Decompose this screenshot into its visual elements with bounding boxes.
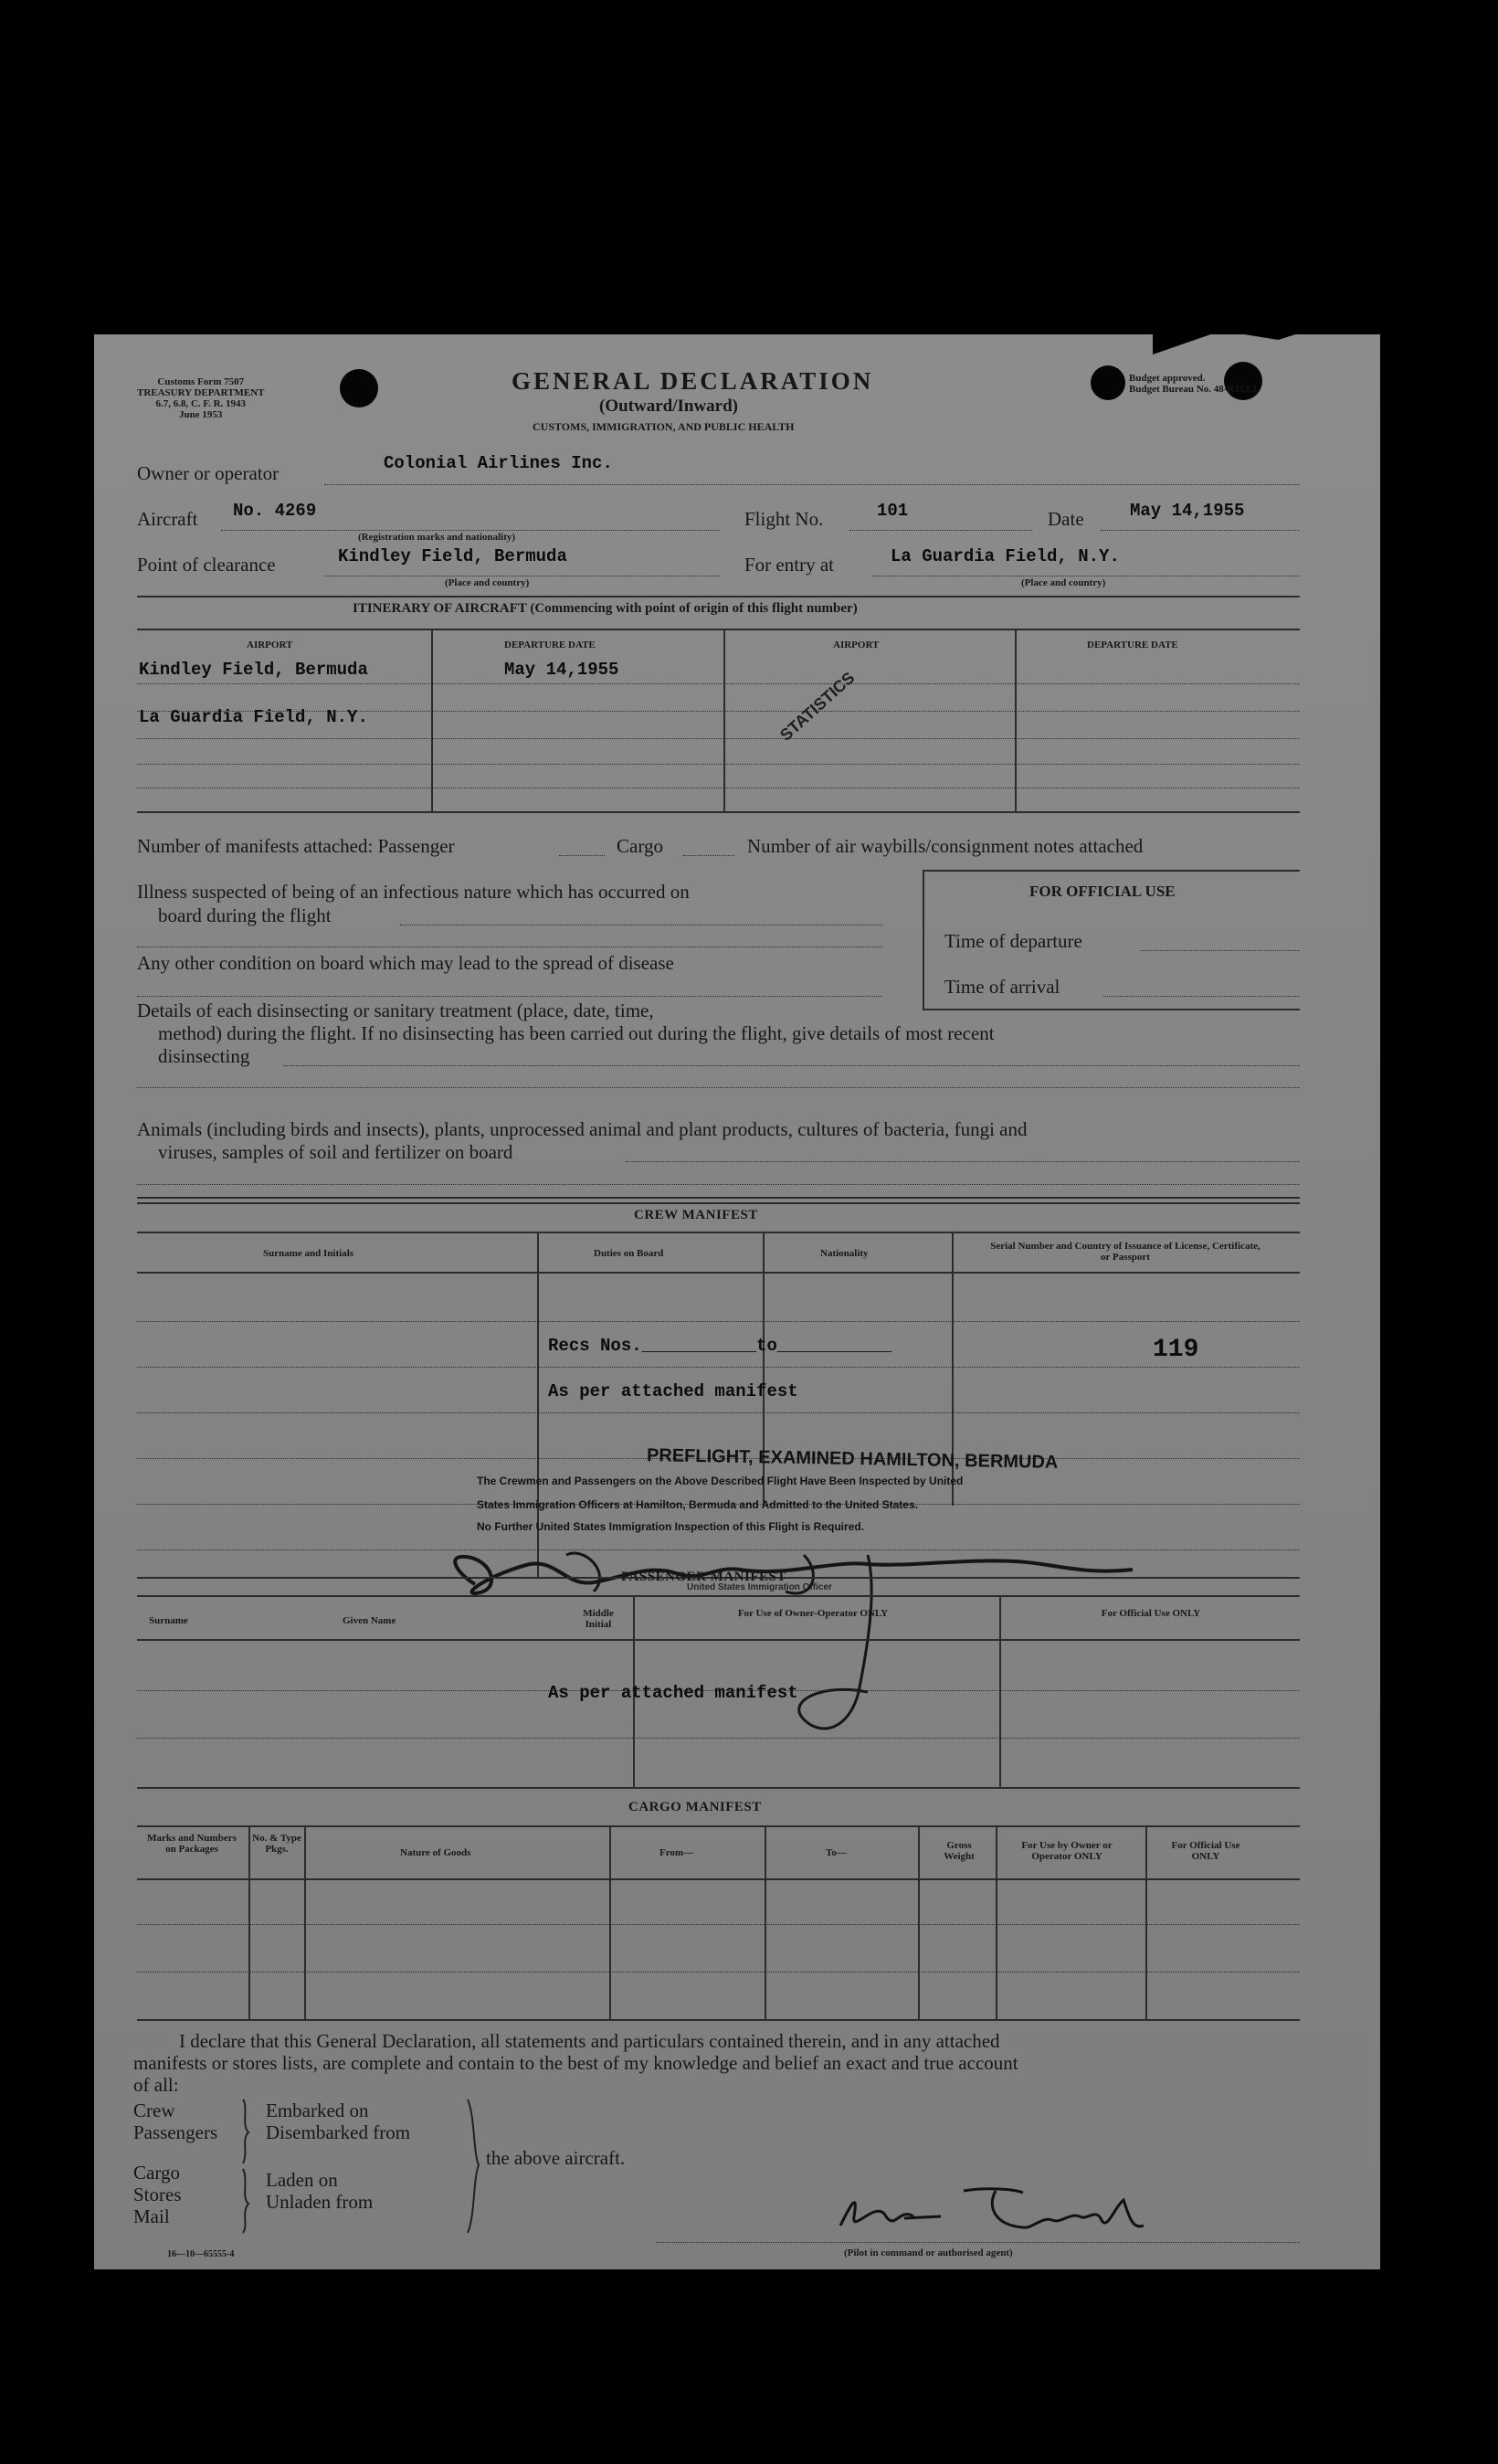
flight-label: Flight No.: [744, 508, 824, 530]
aircraft-value: No. 4269: [233, 501, 317, 521]
itinerary-header-date-1: DEPARTURE DATE: [504, 640, 596, 650]
declaration-line-3: of all:: [133, 2074, 179, 2096]
clearance-label: Point of clearance: [137, 554, 276, 576]
itinerary-header-airport-1: AIRPORT: [247, 640, 293, 650]
bracket-mid-group-1: [266, 2099, 410, 2143]
itinerary-rule-head: [137, 629, 1300, 630]
clearance-caption: (Place and country): [445, 577, 530, 588]
itinerary-row-airport: Kindley Field, Bermuda: [139, 660, 368, 680]
crew-rule-subhead: [137, 1272, 1300, 1274]
passenger-header-official: For Official Use ONLY: [1101, 1608, 1201, 1619]
cargo-header-from: From—: [659, 1847, 694, 1858]
cargo-header-marks: Marks and Numbers on Packages: [147, 1833, 237, 1855]
cargo-rule-top: [137, 1787, 1300, 1789]
passenger-row-line: [137, 1738, 1300, 1739]
crew-rule-top: [137, 1197, 1300, 1199]
preflight-stamp-text: States Immigration Officers at Hamilton, Bermuda and Admitted to the United States.: [477, 1498, 918, 1511]
bracket-left-item: Crew: [133, 2099, 175, 2121]
official-box-top: [923, 870, 1300, 872]
crew-header-duties: Duties on Board: [594, 1248, 664, 1259]
bracket-mid-item: Laden on: [266, 2169, 338, 2191]
bracket-left-item: Passengers: [133, 2121, 218, 2143]
cargo-header-owner: For Use by Owner or Operator ONLY: [1021, 1840, 1113, 1862]
signature-caption: (Pilot in command or authorised agent): [844, 2247, 1013, 2258]
disinsect-line: [283, 1065, 1300, 1066]
date-label: Date: [1048, 508, 1084, 530]
bracket-left-group-1: [133, 2099, 217, 2143]
official-arrival-label: Time of arrival: [944, 976, 1060, 998]
cargo-header-to: To—: [826, 1847, 847, 1858]
cargo-col-divider: [1145, 1825, 1147, 2019]
bracket-right-text: the above aircraft.: [486, 2147, 626, 2169]
passenger-header-given: Given Name: [343, 1615, 396, 1626]
cargo-col-divider: [304, 1825, 306, 2019]
itinerary-rule-bottom: [137, 811, 1300, 813]
disinsect-label-line-2: method) during the flight. If no disinsecting has been carried out during the flight, give details of most recent: [158, 1022, 995, 1044]
crew-header-nationality: Nationality: [820, 1248, 869, 1259]
flight-line: [849, 530, 1032, 531]
itinerary-row-line: [137, 764, 1300, 765]
form-id-block: [137, 376, 265, 420]
pilot-signature: [813, 2180, 1160, 2244]
bracket-mid-item: Unladen from: [266, 2191, 374, 2213]
official-departure-line: [1140, 950, 1300, 951]
punch-hole-right-1: [1091, 365, 1125, 400]
condition-label: Any other condition on board which may lead to the spread of disease: [137, 952, 674, 974]
form-id-line: 6.7, 6.8, C. F. R. 1943: [155, 398, 247, 409]
crew-typed-record-numbers: Recs Nos.___________to___________: [548, 1336, 892, 1356]
itinerary-header-airport-2: AIRPORT: [833, 640, 880, 650]
crew-typed-number: 119: [1153, 1336, 1199, 1364]
footer-code: 16—10—65555-4: [167, 2249, 235, 2259]
page-subtitle: (Outward/Inward): [599, 397, 739, 416]
entry-label: For entry at: [744, 554, 834, 576]
cargo-heading: CARGO MANIFEST: [628, 1800, 762, 1814]
cargo-col-divider: [609, 1825, 611, 2019]
approval-line: Budget Bureau No. 48-R153.3.: [1129, 384, 1260, 395]
crew-rule-head: [137, 1232, 1300, 1233]
itinerary-header-date-2: DEPARTURE DATE: [1087, 640, 1178, 650]
animals-line: [626, 1161, 1300, 1162]
cargo-col-divider: [996, 1825, 997, 2019]
entry-value: La Guardia Field, N.Y.: [891, 546, 1120, 566]
passenger-typed-manifest: As per attached manifest: [548, 1683, 798, 1703]
aircraft-label: Aircraft: [137, 508, 198, 530]
crew-rule-top-2: [137, 1202, 1300, 1204]
form-id-line: TREASURY DEPARTMENT: [137, 387, 265, 398]
declaration-form-sheet: [94, 334, 1380, 2269]
right-brace: [464, 2098, 482, 2235]
approval-line: Budget approved.: [1129, 373, 1206, 384]
itinerary-rule-top: [137, 596, 1300, 597]
date-value: May 14,1955: [1130, 501, 1245, 521]
cargo-rule-bottom: [137, 2019, 1300, 2021]
date-line: [1101, 530, 1300, 531]
cargo-col-divider: [248, 1825, 250, 2019]
crew-row-line: [137, 1367, 1300, 1368]
bracket-left-item: Cargo: [133, 2162, 180, 2184]
cargo-header-weight: Gross Weight: [944, 1840, 975, 1862]
immigration-officer-signature: [438, 1537, 1151, 1747]
bracket-mid-item: Disembarked from: [266, 2121, 411, 2143]
manifests-passenger-line: [559, 855, 605, 856]
itinerary-row-airport: La Guardia Field, N.Y.: [139, 707, 368, 727]
disinsect-label-line-3: disinsecting: [158, 1045, 250, 1067]
clearance-value: Kindley Field, Bermuda: [338, 546, 567, 566]
passenger-heading: PASSENGER MANIFEST: [621, 1570, 786, 1584]
manifests-passenger-label: Number of manifests attached: Passenger: [137, 835, 455, 857]
cargo-col-divider: [765, 1825, 766, 2019]
official-box-bottom: [923, 1009, 1300, 1010]
owner-value: Colonial Airlines Inc.: [384, 453, 613, 473]
aircraft-caption: (Registration marks and nationality): [358, 532, 516, 543]
entry-caption: (Place and country): [1021, 577, 1106, 588]
form-id-line: June 1953: [179, 409, 223, 420]
manifests-cargo-label: Cargo: [617, 835, 663, 857]
disinsect-line-2: [137, 1087, 1300, 1088]
crew-row-line: [137, 1412, 1300, 1413]
animals-label-line-2: viruses, samples of soil and fertilizer on board: [158, 1141, 513, 1163]
declaration-line-1: I declare that this General Declaration, all statements and particulars contained therein, and in any attached: [179, 2030, 1000, 2052]
passenger-header-surname: Surname: [149, 1615, 188, 1626]
owner-line: [324, 484, 1300, 485]
disinsect-label-line-1: Details of each disinsecting or sanitary treatment (place, date, time,: [137, 999, 654, 1021]
cargo-header-official: For Official Use ONLY: [1171, 1840, 1240, 1862]
page-subtitle-2: CUSTOMS, IMMIGRATION, AND PUBLIC HEALTH: [533, 420, 795, 433]
illness-line-2: [137, 946, 882, 947]
manifests-cargo-line: [683, 855, 734, 856]
signature-line: [656, 2242, 1300, 2243]
statistics-stamp: STATISTICS: [776, 668, 859, 745]
approval-block: [1129, 373, 1260, 395]
bracket-mid-item: Embarked on: [266, 2099, 369, 2121]
itinerary-heading: ITINERARY OF AIRCRAFT (Commencing with point of origin of this flight number): [353, 601, 858, 616]
animals-label-line-1: Animals (including birds and insects), plants, unprocessed animal and plant products, cultures of bacteria, fungi and: [137, 1118, 1028, 1140]
declaration-line-2: manifests or stores lists, are complete and contain to the best of my knowledge and belief an exact and true account: [133, 2052, 1018, 2074]
official-arrival-line: [1103, 996, 1300, 997]
cargo-row-line: [137, 1924, 1300, 1925]
crew-heading: CREW MANIFEST: [634, 1208, 758, 1222]
crew-header-surname: Surname and Initials: [263, 1248, 354, 1259]
official-use-heading: FOR OFFICIAL USE: [1029, 883, 1176, 900]
crew-header-serial: Serial Number and Country of Issuance of License, Certificate, or Passport: [990, 1241, 1261, 1263]
animals-line-2: [137, 1184, 1300, 1185]
cargo-rule-head: [137, 1825, 1300, 1827]
itinerary-row-date: May 14,1955: [504, 660, 619, 680]
passenger-header-owner: For Use of Owner-Operator ONLY: [737, 1608, 889, 1619]
passenger-col-divider: [999, 1595, 1001, 1787]
preflight-stamp-text: The Crewmen and Passengers on the Above Described Flight Have Been Inspected by United: [477, 1475, 964, 1487]
preflight-stamp-officer: United States Immigration Officer: [687, 1582, 832, 1592]
itinerary-col-divider: [723, 629, 725, 811]
passenger-header-middle: Middle Initial: [583, 1608, 614, 1630]
bracket-left-item: Mail: [133, 2205, 170, 2227]
cargo-header-pkgs: No. & Type Pkgs.: [252, 1833, 301, 1855]
passenger-rule-subhead: [137, 1639, 1300, 1641]
manifests-waybills-label: Number of air waybills/consignment notes attached: [747, 835, 1144, 857]
page-title: GENERAL DECLARATION: [512, 367, 874, 395]
passenger-rule-head: [137, 1595, 1300, 1597]
bracket-left-item: Stores: [133, 2184, 182, 2205]
crew-typed-manifest: As per attached manifest: [548, 1381, 798, 1401]
left-brace: [239, 2098, 254, 2235]
crew-row-line: [137, 1321, 1300, 1322]
illness-label-line-1: Illness suspected of being of an infectious nature which has occurred on: [137, 881, 690, 903]
cargo-rule-subhead: [137, 1878, 1300, 1880]
preflight-stamp-text: No Further United States Immigration Inspection of this Flight is Required.: [477, 1520, 865, 1533]
form-id-line: Customs Form 7507: [157, 376, 245, 387]
cargo-col-divider: [918, 1825, 920, 2019]
owner-label: Owner or operator: [137, 462, 280, 484]
illness-label-line-2: board during the flight: [158, 904, 332, 926]
official-box-left: [923, 870, 924, 1009]
itinerary-row-line: [137, 683, 1300, 684]
itinerary-col-divider: [431, 629, 433, 811]
condition-line: [137, 996, 882, 997]
bracket-mid-group-2: [266, 2169, 373, 2213]
itinerary-col-divider: [1015, 629, 1017, 811]
official-departure-label: Time of departure: [944, 930, 1082, 952]
preflight-stamp-title: PREFLIGHT, EXAMINED HAMILTON, BERMUDA: [646, 1445, 1059, 1473]
itinerary-row-line: [137, 738, 1300, 739]
punch-hole-left: [340, 369, 378, 407]
aircraft-line: [221, 530, 720, 531]
flight-value: 101: [877, 501, 909, 521]
bracket-left-group-2: [133, 2162, 182, 2227]
cargo-header-goods: Nature of Goods: [400, 1847, 471, 1858]
